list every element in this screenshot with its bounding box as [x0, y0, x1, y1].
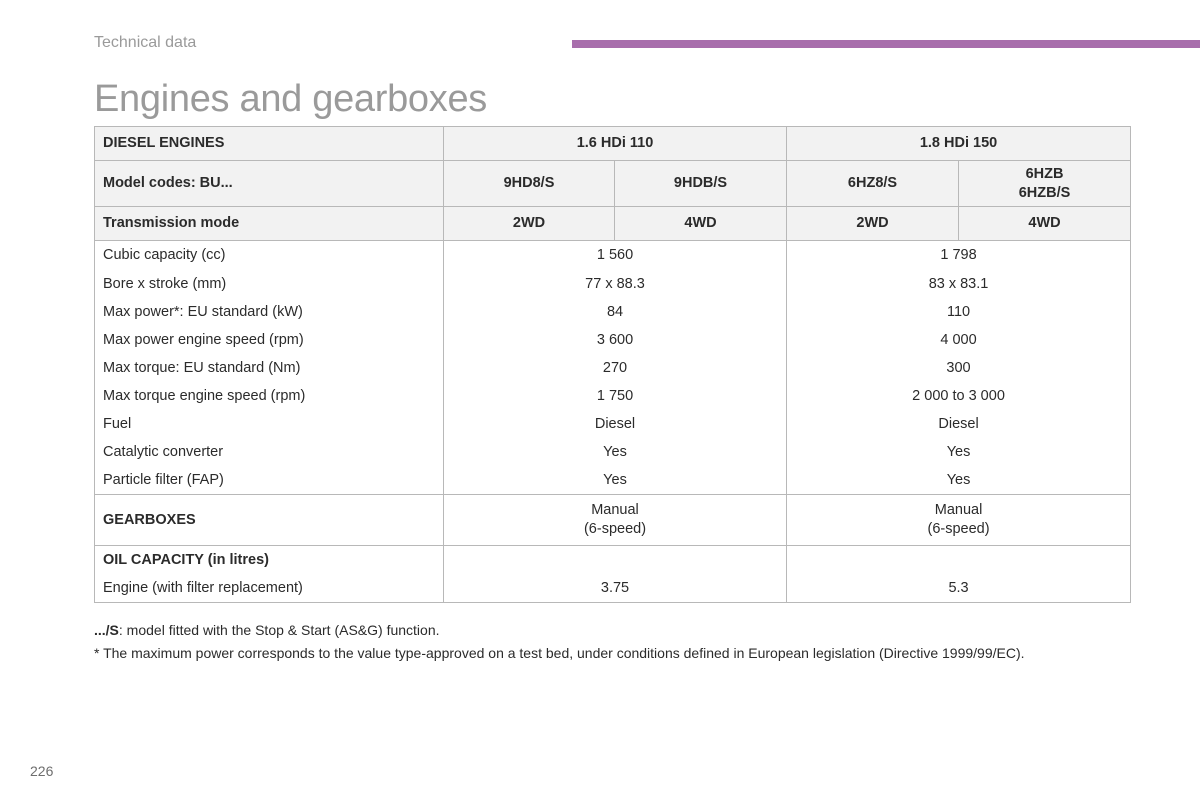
transmission-mode-cell: 4WD [959, 207, 1131, 241]
page-number: 226 [30, 763, 54, 779]
transmission-mode-cell: 2WD [787, 207, 959, 241]
gearboxes-row [95, 495, 1131, 546]
spec-value-engine-a: 270 [444, 354, 787, 382]
spec-value-engine-b: 300 [787, 354, 1131, 382]
spec-value-engine-b: 83 x 83.1 [787, 270, 1131, 298]
spec-value-engine-b: 1 798 [787, 241, 1131, 271]
table-row [95, 326, 1131, 354]
spec-label: Bore x stroke (mm) [95, 270, 444, 298]
accent-bar [572, 40, 1200, 48]
model-code-cell: 9HD8/S [444, 161, 615, 207]
transmission-mode-cell: 4WD [615, 207, 787, 241]
spec-value-engine-a: 84 [444, 298, 787, 326]
oil-capacity-label: Engine (with filter replacement) [95, 574, 444, 603]
stop-start-text: : model fitted with the Stop & Start (AS&G) function. [118, 622, 440, 638]
table-row [95, 410, 1131, 438]
transmission-mode-cell: 2WD [444, 207, 615, 241]
spec-label: Max torque: EU standard (Nm) [95, 354, 444, 382]
page-title: Engines and gearboxes [94, 78, 487, 120]
gearbox-speeds: (6-speed) [927, 521, 990, 537]
gearbox-type: Manual [934, 502, 983, 518]
diesel-engines-label: DIESEL ENGINES [95, 127, 444, 161]
model-code-cell: 6HZB 6HZB/S [959, 161, 1131, 207]
table-row [95, 438, 1131, 466]
table-row [95, 466, 1131, 495]
spec-value-engine-b: Yes [787, 466, 1131, 495]
table-row [95, 298, 1131, 326]
spec-label: Max power*: EU standard (kW) [95, 298, 444, 326]
engine-b-name: 1.8 HDi 150 [787, 127, 1131, 161]
max-power-footnote: * The maximum power corresponds to the value type-approved on a test bed, under conditions defined in European legislation (Directive 1999/99/EC). [94, 645, 1025, 661]
spec-label: Fuel [95, 410, 444, 438]
stop-start-term: .../S [94, 622, 119, 638]
engine-spec-table [94, 126, 1131, 603]
table-row [95, 354, 1131, 382]
spec-value-engine-a: 3 600 [444, 326, 787, 354]
spec-value-engine-b: Diesel [787, 410, 1131, 438]
spec-value-engine-a: Diesel [444, 410, 787, 438]
gearbox-type: Manual [591, 502, 639, 518]
spec-label: Max power engine speed (rpm) [95, 326, 444, 354]
model-codes-label: Model codes: BU... [95, 161, 444, 207]
oil-capacity-row [95, 574, 1131, 603]
oil-capacity-heading: OIL CAPACITY (in litres) [95, 546, 444, 575]
footnotes [94, 622, 1025, 668]
spec-value-engine-b: 2 000 to 3 000 [787, 382, 1131, 410]
transmission-mode-label: Transmission mode [95, 207, 444, 241]
gearbox-engine-a [444, 495, 787, 546]
oil-capacity-engine-a: 3.75 [444, 574, 787, 603]
gearboxes-label: GEARBOXES [95, 495, 444, 546]
spec-label: Catalytic converter [95, 438, 444, 466]
transmission-mode-row [95, 207, 1131, 241]
spec-value-engine-a: 1 750 [444, 382, 787, 410]
engine-a-name: 1.6 HDi 110 [444, 127, 787, 161]
spec-value-engine-a: 77 x 88.3 [444, 270, 787, 298]
table-row [95, 382, 1131, 410]
gearbox-speeds: (6-speed) [583, 521, 647, 537]
section-label: Technical data [94, 34, 197, 51]
spec-value-engine-a: Yes [444, 466, 787, 495]
table-row [95, 241, 1131, 271]
spec-value-engine-a: 1 560 [444, 241, 787, 271]
spec-label: Cubic capacity (cc) [95, 241, 444, 271]
stop-start-footnote [94, 622, 1025, 639]
spec-value-engine-b: 4 000 [787, 326, 1131, 354]
spec-value-engine-a: Yes [444, 438, 787, 466]
model-code-cell: 9HDB/S [615, 161, 787, 207]
spec-value-engine-b: 110 [787, 298, 1131, 326]
diesel-engines-header-row [95, 127, 1131, 161]
model-code-cell: 6HZ8/S [787, 161, 959, 207]
model-codes-row [95, 161, 1131, 207]
spec-label: Particle filter (FAP) [95, 466, 444, 495]
empty-cell [787, 546, 1131, 575]
spec-label: Max torque engine speed (rpm) [95, 382, 444, 410]
gearbox-engine-b [787, 495, 1131, 546]
table-row [95, 270, 1131, 298]
oil-capacity-heading-row [95, 546, 1131, 575]
oil-capacity-engine-b: 5.3 [787, 574, 1131, 603]
empty-cell [444, 546, 787, 575]
spec-value-engine-b: Yes [787, 438, 1131, 466]
